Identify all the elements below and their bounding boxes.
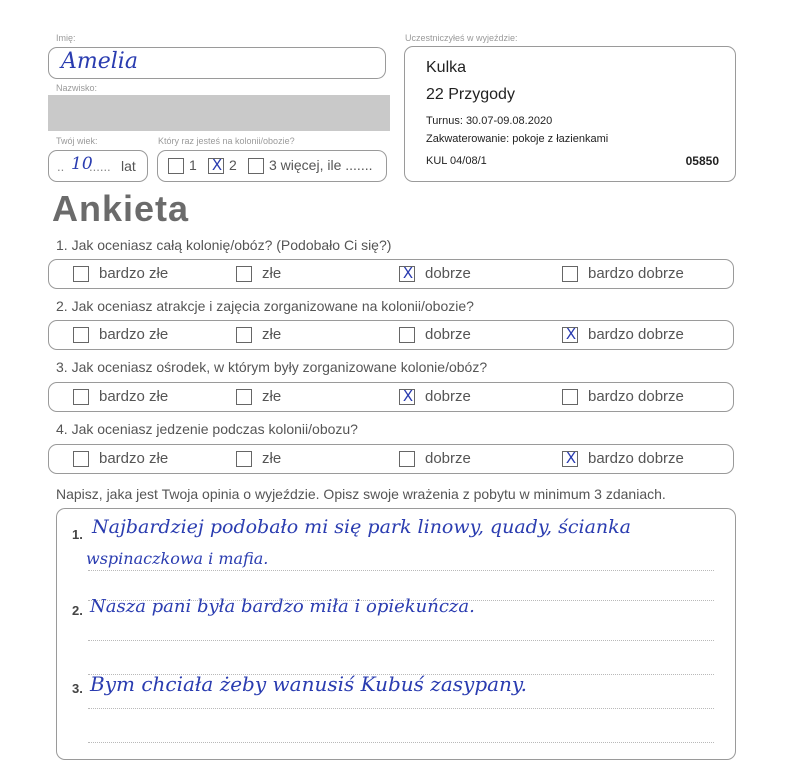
opinion-answer-3: Bym chciała żeby wanusiś Kubuś zasypany. [90,672,527,696]
q3-label-bardzo-zle: bardzo złe [99,388,169,405]
ruled-line [88,742,714,743]
q2-label-bardzo-dobrze: bardzo dobrze [588,326,684,343]
trip-number: 05850 [685,154,719,168]
q4-checkbox-bardzo-dobrze[interactable] [562,451,578,467]
check-mark: X [211,156,223,174]
q1-label-zle: złe [262,265,282,282]
q3-label-bardzo-dobrze: bardzo dobrze [588,388,684,405]
camp-count-checkbox-3[interactable] [248,158,264,174]
q2-checkbox-zle[interactable] [236,327,252,343]
opinion-answer-1-line-1: Najbardziej podobało mi się park linowy, quady, ścianka [92,516,631,538]
age-dots-after: ...... [89,159,111,174]
question-1: 1. Jak oceniasz całą kolonię/obóz? (Podobało Ci się?) [56,237,392,253]
age-value: 10 [71,154,93,174]
q1-checkbox-dobrze[interactable] [399,266,415,282]
q4-label-dobrze: dobrze [425,450,471,467]
q4-checkbox-zle[interactable] [236,451,252,467]
opinion-answer-2: Nasza pani była bardzo miła i opiekuńcza. [90,596,475,617]
age-field[interactable] [48,150,148,182]
q1-checkbox-bardzo-zle[interactable] [73,266,89,282]
camp-count-field[interactable] [157,150,387,182]
q1-checkbox-bardzo-dobrze[interactable] [562,266,578,282]
opinion-number-2: 2. [72,603,83,618]
last-name-redacted [48,95,390,131]
q4-checkbox-dobrze[interactable] [399,451,415,467]
q4-label-bardzo-dobrze: bardzo dobrze [588,450,684,467]
q2-label-dobrze: dobrze [425,326,471,343]
question-3: 3. Jak oceniasz ośrodek, w którym były zorganizowane kolonie/obóz? [56,359,488,375]
check-mark: X [565,325,577,343]
camp-count-option-3: 3 więcej, ile ....... [269,157,373,173]
check-mark: X [402,264,414,282]
first-name-field[interactable] [48,47,386,79]
question-3-options [48,382,734,412]
q3-label-zle: złe [262,388,282,405]
q1-label-dobrze: dobrze [425,265,471,282]
camp-count-label: Który raz jesteś na kolonii/obozie? [158,136,295,146]
first-name-value: Amelia [61,49,138,74]
trip-subtitle: 22 Przygody [426,86,515,103]
camp-count-option-2: 2 [229,157,237,173]
opinion-prompt: Napisz, jaka jest Twoja opinia o wyjeździe. Opisz swoje wrażenia z pobytu w minimum 3 zdaniach. [56,486,666,502]
q1-label-bardzo-dobrze: bardzo dobrze [588,265,684,282]
camp-count-checkbox-2[interactable] [208,158,224,174]
trip-code: KUL 04/08/1 [426,155,487,167]
q3-label-dobrze: dobrze [425,388,471,405]
ruled-line [88,708,714,709]
q3-checkbox-dobrze[interactable] [399,389,415,405]
q3-checkbox-bardzo-dobrze[interactable] [562,389,578,405]
q1-checkbox-zle[interactable] [236,266,252,282]
opinion-textarea[interactable] [56,508,736,760]
camp-count-option-1: 1 [189,157,197,173]
q4-label-zle: złe [262,450,282,467]
opinion-number-1: 1. [72,527,83,542]
q2-checkbox-dobrze[interactable] [399,327,415,343]
age-dots-before: .. [57,159,65,174]
opinion-answer-1-line-2: wspinaczkowa i mafia. [86,549,269,568]
question-4: 4. Jak oceniasz jedzenie podczas kolonii/obozu? [56,421,358,437]
q2-checkbox-bardzo-zle[interactable] [73,327,89,343]
trip-turnus: Turnus: 30.07-09.08.2020 [426,115,553,127]
q4-checkbox-bardzo-zle[interactable] [73,451,89,467]
question-1-options [48,259,734,289]
last-name-label: Nazwisko: [56,83,98,93]
q3-checkbox-zle[interactable] [236,389,252,405]
ruled-line [88,570,714,571]
check-mark: X [565,449,577,467]
trip-label: Uczestniczyłeś w wyjeździe: [405,33,518,43]
trip-accommodation: Zakwaterowanie: pokoje z łazienkami [426,133,609,145]
q2-label-zle: złe [262,326,282,343]
question-4-options [48,444,734,474]
q1-label-bardzo-zle: bardzo złe [99,265,169,282]
q2-label-bardzo-zle: bardzo złe [99,326,169,343]
opinion-number-3: 3. [72,681,83,696]
camp-count-checkbox-1[interactable] [168,158,184,174]
question-2: 2. Jak oceniasz atrakcje i zajęcia zorganizowane na kolonii/obozie? [56,298,474,314]
q4-label-bardzo-zle: bardzo złe [99,450,169,467]
age-unit: lat [121,158,136,174]
question-2-options [48,320,734,350]
trip-name: Kulka [426,59,467,76]
ruled-line [88,640,714,641]
trip-info-box [404,46,736,182]
first-name-label: Imię: [56,33,76,43]
q2-checkbox-bardzo-dobrze[interactable] [562,327,578,343]
page-title: Ankieta [52,188,190,229]
check-mark: X [402,387,414,405]
q3-checkbox-bardzo-zle[interactable] [73,389,89,405]
age-label: Twój wiek: [56,136,98,146]
